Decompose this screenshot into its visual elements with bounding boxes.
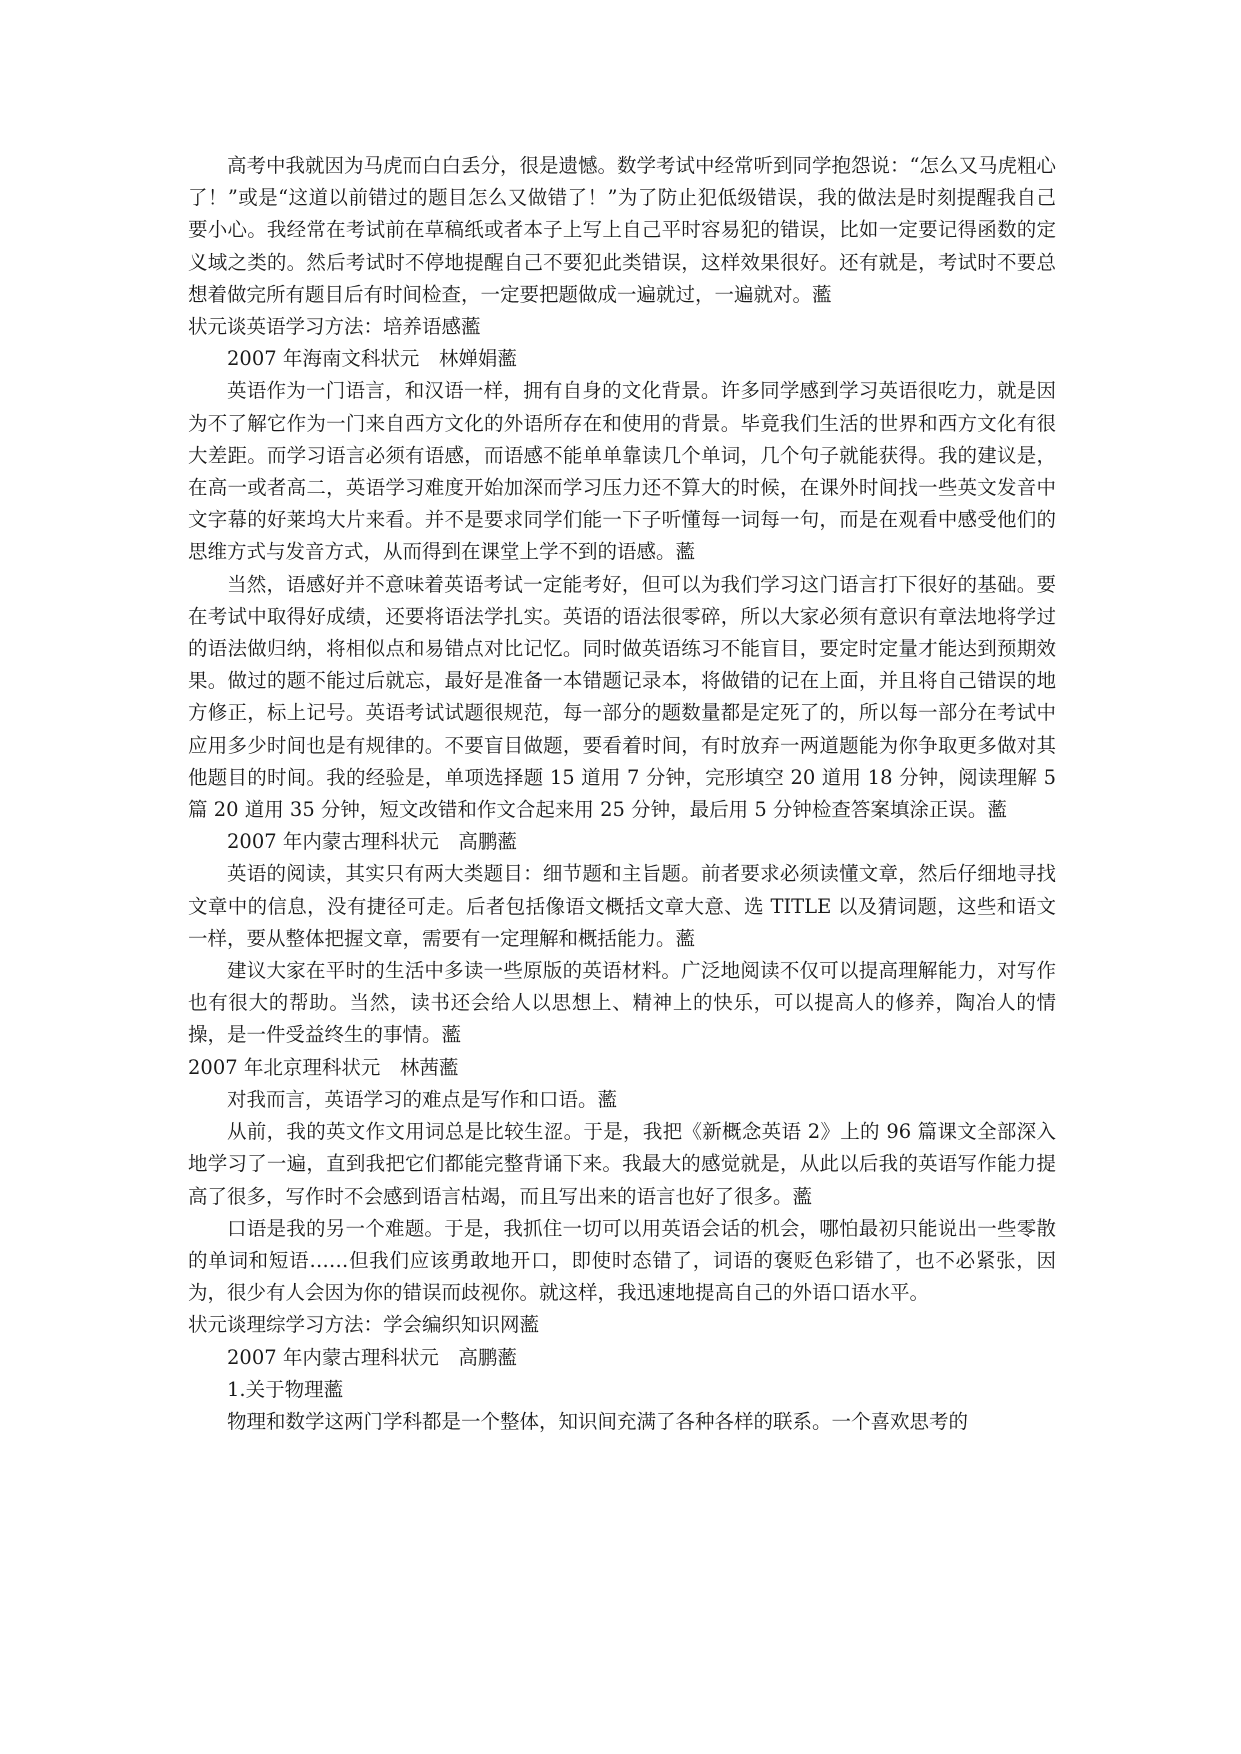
paragraph-oral-english: 口语是我的另一个难题。于是，我抓住一切可以用英语会话的机会，哪怕最初只能说出一些零散的单词和短语……但我们应该勇敢地开口，即使时态错了，词语的褒贬色彩错了，也不必紧张，因为，很少有人会因为你的错误而歧视你。就这样，我迅速地提高自己的外语口语水平。: [188, 1216, 1056, 1305]
paragraph-language-sense: 英语作为一门语言，和汉语一样，拥有自身的文化背景。许多同学感到学习英语很吃力，就是因为不了解它作为一门来自西方文化的外语所存在和使用的背景。毕竟我们生活的世界和西方文化有很大差距。而学习语言必须有语感，而语感不能单单靠读几个单词，几个句子就能获得。我的建议是，在高一或者高二，英语学习难度开始加深而学习压力还不算大的时候，在课外时间找一些英文发音中文字幕的好莱坞大片来看。并不是要求同学们能一下子听懂每一词每一句，而是在观看中感受他们的思维方式与发音方式，从而得到在课堂上学不到的语感。蘫: [188, 379, 1056, 564]
paragraph-original-materials: 建议大家在平时的生活中多读一些原版的英语材料。广泛地阅读不仅可以提高理解能力，对写作也有很大的帮助。当然，读书还会给人以思想上、精神上的快乐，可以提高人的修养，陶冶人的情操，是一件受益终生的事情。蘫: [188, 959, 1056, 1047]
paragraph-careless-errors: 高考中我就因为马虎而白白丢分，很是遗憾。数学考试中经常听到同学抱怨说：“怎么又马虎粗心了！”或是“这道以前错过的题目怎么又做错了！”为了防止犯低级错误，我的做法是时刻提醒我自己要小心。我经常在考试前在草稿纸或者本子上写上自己平时容易犯的错误，比如一定要记得函数的定义域之类的。然后考试时不停地提醒自己不要犯此类错误，这样效果很好。还有就是，考试时不要总想着做完所有题目后有时间检查，一定要把题做成一遍就过，一遍就对。蘫: [188, 154, 1056, 306]
document-body: [188, 150, 1056, 1438]
paragraph-new-concept: 从前，我的英文作文用词总是比较生涩。于是，我把《新概念英语 2》上的 96 篇课文全部深入地学习了一遍，直到我把它们都能完整背诵下来。我最大的感觉就是，从此以后我的英语写作能力提高了很多，写作时不会感到语言枯竭，而且写出来的语言也好了很多。蘫: [188, 1120, 1056, 1208]
subsection-heading-physics: 1.关于物理蘫: [227, 1377, 344, 1401]
paragraph-grammar-practice: 当然，语感好并不意味着英语考试一定能考好，但可以为我们学习这门语言打下很好的基础。要在考试中取得好成绩，还要将语法学扎实。英语的语法很零碎，所以大家必须有意识有章法地将学过的语法做归纳，将相似点和易错点对比记忆。同时做英语练习不能盲目，要定时定量才能达到预期效果。做过的题不能过后就忘，最好是准备一本错题记录本，将做错的记在上面，并且将自己错误的地方修正，标上记号。英语考试试题很规范，每一部分的题数量都是定死了的，所以每一部分在考试中应用多少时间也是有规律的。不要盲目做题，要看着时间，有时放弃一两道题能为你争取更多做对其他题目的时间。我的经验是，单项选择题 15 道用 7 分钟，完形填空 20 道用 18 分钟，阅读理解 5 篇 20 道用 35 分钟，短文改错和作文合起来用 25 分钟，最后用 5 分钟检查答案填涂正误。蘫: [188, 572, 1056, 822]
author-line-beijing: 2007 年北京理科状元 林茜蘫: [188, 1055, 459, 1079]
paragraph-writing-speaking: 对我而言，英语学习的难点是写作和口语。蘫: [227, 1087, 618, 1111]
section-heading-science: 状元谈理综学习方法：学会编织知识网蘫: [188, 1313, 540, 1337]
paragraph-physics-math: 物理和数学这两门学科都是一个整体，知识间充满了各种各样的联系。一个喜欢思考的: [227, 1409, 969, 1433]
section-heading-english: 状元谈英语学习方法：培养语感蘫: [188, 315, 481, 339]
paragraph-reading-types: 英语的阅读，其实只有两大类题目：细节题和主旨题。前者要求必须读懂文章，然后仔细地寻找文章中的信息，没有捷径可走。后者包括像语文概括文章大意、选 TITLE 以及猜词题，这些和语文一样，要从整体把握文章，需要有一定理解和概括能力。蘫: [188, 862, 1056, 950]
author-line-hainan: 2007 年海南文科状元 林婵娟蘫: [227, 347, 517, 371]
author-line-neimenggu-1: 2007 年内蒙古理科状元 高鹏蘫: [227, 830, 517, 854]
author-line-neimenggu-2: 2007 年内蒙古理科状元 高鹏蘫: [227, 1345, 517, 1369]
